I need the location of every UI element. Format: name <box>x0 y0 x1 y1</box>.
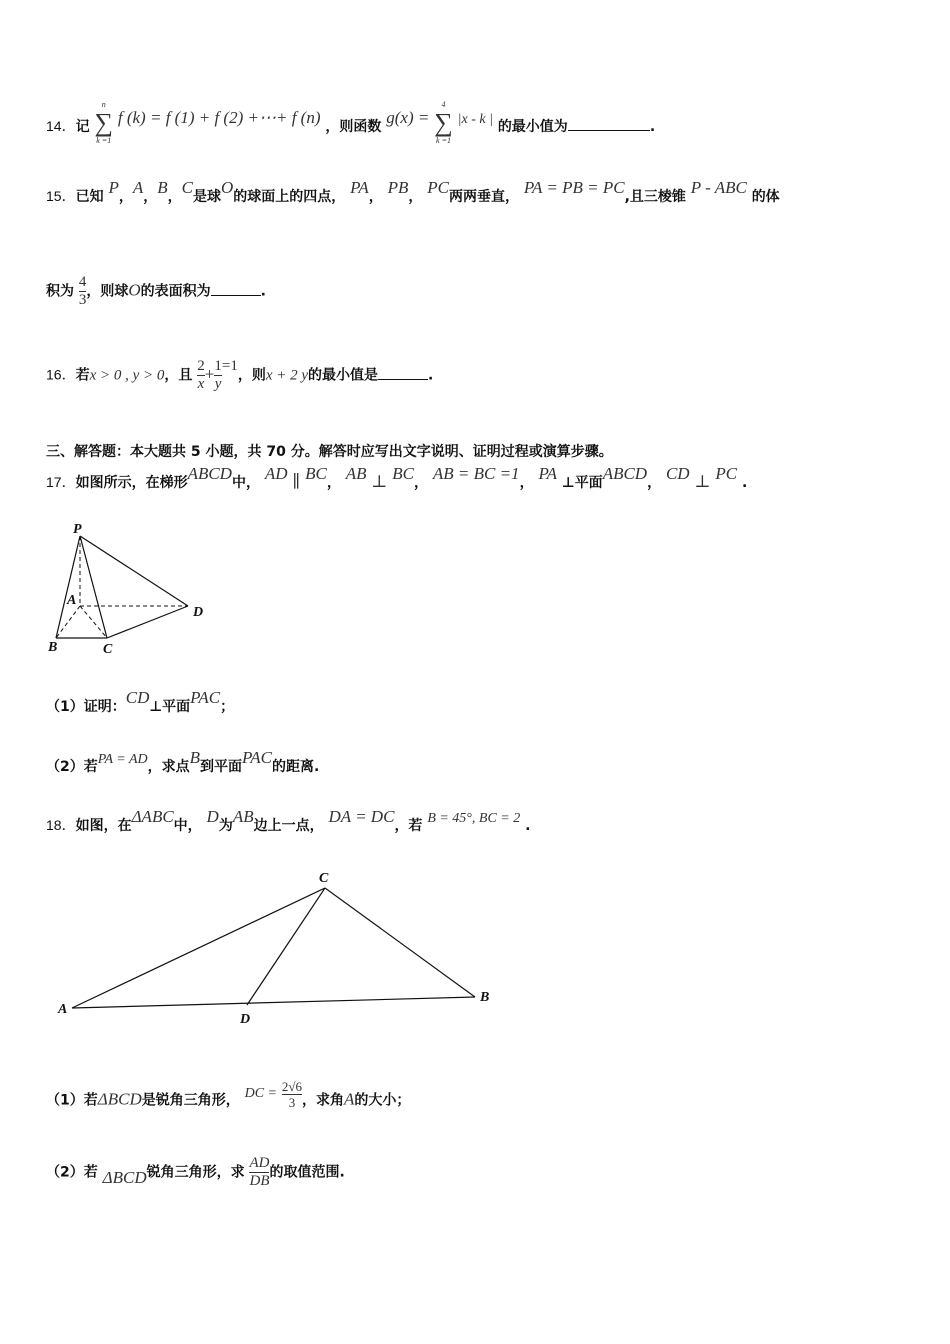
label-D: D <box>193 605 204 620</box>
side-CB <box>325 888 475 997</box>
summation-symbol-g: 4 ∑ k =1 <box>434 100 453 145</box>
ad-db-fraction: $\frac{AD}{DB}$ <box>249 1155 270 1189</box>
fraction-1-over-y: $\frac{1}{y}$ <box>214 358 222 392</box>
side-AB <box>72 997 475 1008</box>
sum-expression: f (k) = f (1) + f (2) +⋯+ f (n) <box>117 108 321 127</box>
g-expression: |x - k | <box>457 112 493 127</box>
figure-18-triangle <box>50 865 500 1030</box>
question-18-part-1: （1）若ΔBCD是锐角三角形， DC = $\frac{2√6}{3}$ ，求角A的大小； <box>46 1079 411 1110</box>
figure-17-pyramid <box>40 518 220 658</box>
label-P: P <box>73 522 82 537</box>
question-18: 18．如图，在ΔABC中， D为AB边上一点， DA = DC，若 B = 45°, BC = 2 . <box>46 807 531 834</box>
label-D: D <box>240 1012 251 1027</box>
answer-blank <box>568 118 650 131</box>
question-17-part-1: （1）证明：CD⊥平面PAC； <box>46 688 235 715</box>
question-15: 15．已知 P，A，B，C是球O的球面上的四点， PA， PB， PC两两垂直， PA = PB = PC,且三棱锥 P - ABC 的体 <box>46 178 780 205</box>
answer-blank <box>378 367 428 380</box>
question-16: 16．若x > 0 , y > 0，且 $\frac{2}{x}$ + $\frac{1}{y}$ =1，则x + 2 y的最小值是 . <box>46 357 434 392</box>
label-B: B <box>48 640 58 655</box>
segment-CD <box>247 888 325 1005</box>
label-A: A <box>67 593 77 608</box>
g-definition: g(x) = <box>386 108 430 127</box>
dc-fraction: $\frac{2√6}{3}$ <box>281 1079 303 1110</box>
fraction-2-over-x: $\frac{2}{x}$ <box>197 358 205 392</box>
label-C: C <box>319 871 329 886</box>
side-AC <box>72 888 325 1008</box>
edge-CD <box>107 606 188 638</box>
label-A: A <box>58 1002 68 1017</box>
question-15-line-2: 积为 $\frac{4}{3}$ ，则球O的表面积为 . <box>46 274 266 308</box>
label-C: C <box>103 642 113 657</box>
volume-fraction: $\frac{4}{3}$ <box>78 274 87 308</box>
question-18-part-2: （2）若 ΔBCD锐角三角形，求 $\frac{AD}{DB}$ 的取值范围. <box>46 1155 345 1189</box>
section-3-heading: 三、解答题：本大题共 5 小题，共 70 分。解答时应写出文字说明、证明过程或演算步骤。 <box>46 444 613 460</box>
question-14: 14．记 n ∑ k =1 f (k) = f (1) + f (2) +⋯+ f (n) ，则函数 g(x) = 4 ∑ k =1 |x - k | 的最小值为 . <box>46 100 656 145</box>
question-17: 17．如图所示，在梯形ABCD中， AD ∥ BC， AB ⊥ BC， AB = BC =1， PA ⊥平面ABCD， CD ⊥ PC . <box>46 464 748 491</box>
question-17-part-2: （2）若PA = AD，求点B到平面PAC的距离. <box>46 748 320 775</box>
summation-symbol: n ∑ k =1 <box>94 100 113 145</box>
edge-PB <box>56 536 80 638</box>
label-B: B <box>480 990 490 1005</box>
answer-blank <box>211 283 261 296</box>
